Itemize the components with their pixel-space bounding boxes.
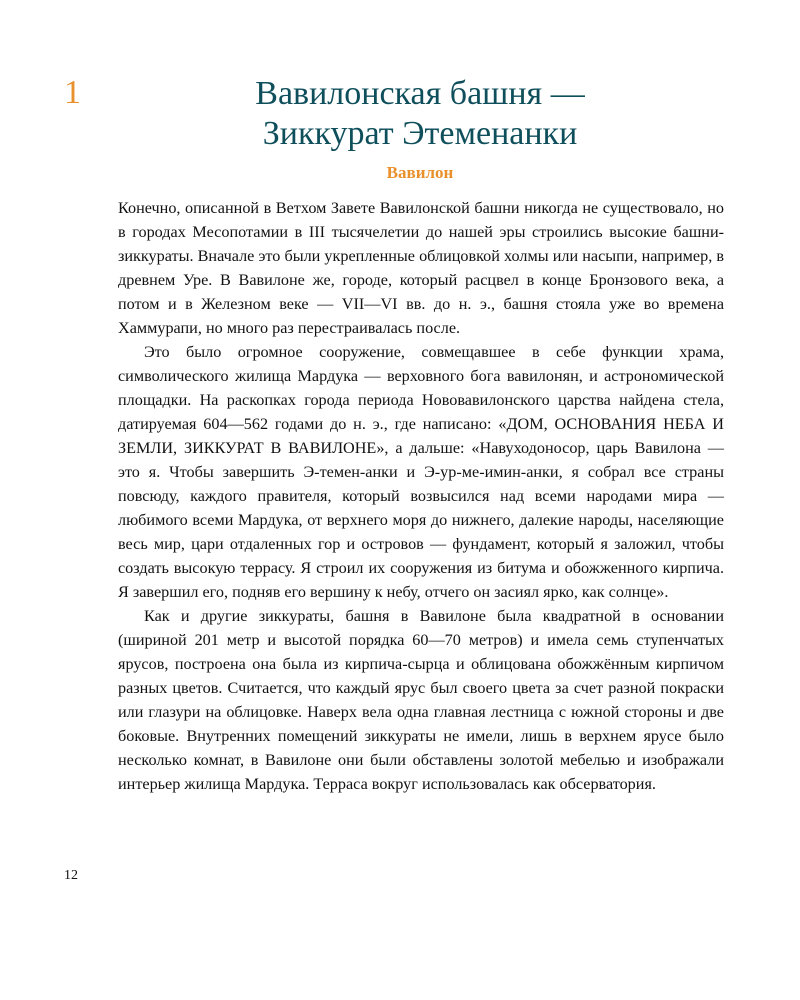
paragraph-1: Конечно, описанной в Ветхом Завете Вавилонской башни никогда не существовало, но в городах Месопотамии в III тысячелетии до нашей эры строились высокие башни-зиккураты. Вначале это были укрепленные облицовкой холмы или насыпи, например, в древнем Уре. В Вавилоне же, городе, который расцвел в конце Бронзового века, а потом и в Железном веке — VII—VI вв. до н. э., башня стояла уже во времена Хаммурапи, но много раз перестраивалась после. — [118, 199, 724, 337]
chapter-title-line-2: Зиккурат Этеменанки — [262, 115, 578, 152]
chapter-subtitle: Вавилон — [386, 163, 454, 182]
paragraph-3: Как и другие зиккураты, башня в Вавилоне была квадратной в основании (шириной 201 метр и высотой порядка 60—70 метров) и имела семь ступенчатых ярусов, построена она была из кирпича-сырца и облицована обожжённым кирпичом разных цветов. Считается, что каждый ярус был своего цвета за счет разной покраски или глазури на облицовке. Наверх вела одна главная лестница с южной стороны и две боковые. Внутренних помещений зиккураты не имели, лишь в верхнем ярусе было несколько комнат, в Вавилоне они были обставлены золотой мебелью и изображали интерьер жилища Мардука. Терраса вокруг использовалась как обсерватория. — [118, 607, 724, 793]
page-number: 12 — [64, 868, 78, 883]
chapter-number: 1 — [64, 74, 81, 111]
paragraph-2: Это было огромное сооружение, совмещавшее в себе функции храма, символического жилища Мардука — верховного бога вавилонян, и астрономической площадки. На раскопках города периода Нововавилонского царства найдена стела, датируемая 604—562 годами до н. э., где написано: «ДОМ, ОСНОВАНИЯ НЕБА И ЗЕМЛИ, ЗИККУРАТ В ВАВИЛОНЕ», а дальше: «Навуходоносор, царь Вавилона — это я. Чтобы завершить Э-темен-анки и Э-ур-ме-имин-анки, я собрал все страны повсюду, каждого правителя, который возвысился над всеми народами мира — любимого всеми Мардука, от верхнего моря до нижнего, далекие народы, населяющие весь мир, цари отдаленных гор и островов — фундамент, который я заложил, чтобы создать высокую террасу. Я строил их сооружения из битума и обожженного кирпича. Я завершил его, подняв его вершину к небу, отчего он засиял ярко, как солнце». — [118, 343, 724, 601]
body-text — [118, 196, 724, 796]
chapter-header — [120, 74, 720, 184]
chapter-title-line-1: Вавилонская башня — — [255, 75, 585, 112]
